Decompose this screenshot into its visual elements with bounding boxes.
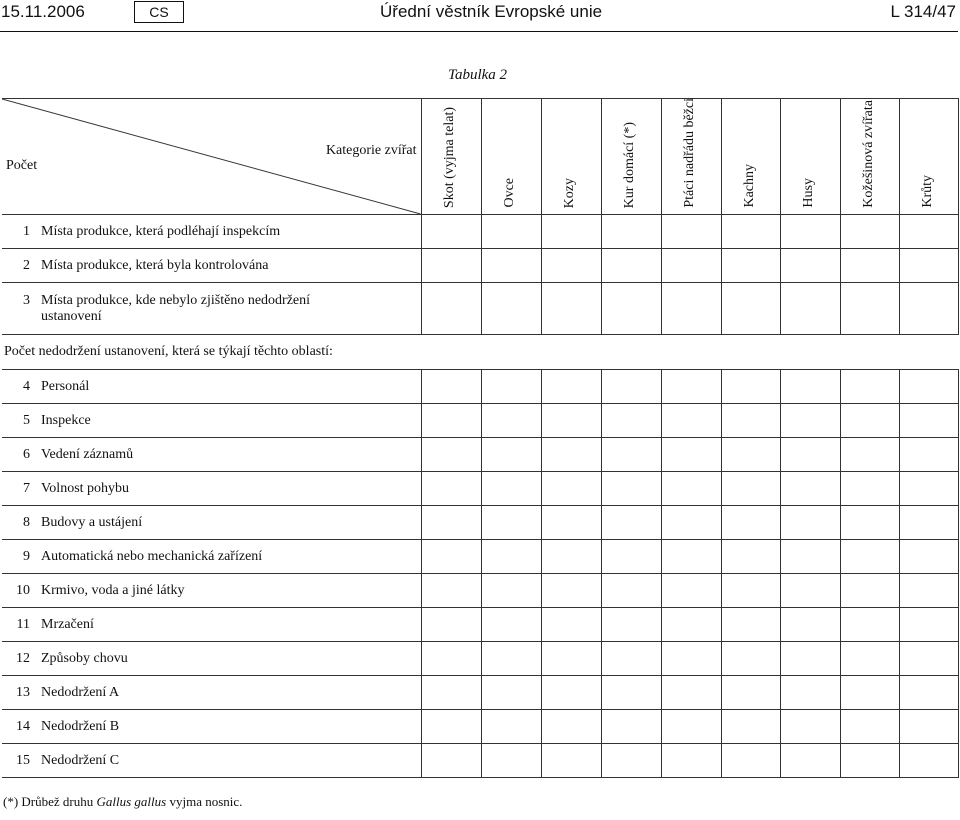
row-label-cell xyxy=(2,506,421,540)
row-number: 1 xyxy=(23,223,30,239)
table-row xyxy=(2,283,958,335)
row-number: 14 xyxy=(16,718,30,734)
data-cell[interactable] xyxy=(421,283,481,335)
corner-count-label: Počet xyxy=(6,158,38,173)
column-header-label: Kur domácí (*) xyxy=(622,121,637,208)
data-cell[interactable] xyxy=(541,506,601,540)
row-number: 11 xyxy=(16,616,30,632)
table-row xyxy=(2,540,958,574)
data-cell[interactable] xyxy=(601,506,661,540)
page-reference: L 314/47 xyxy=(890,2,956,21)
column-header-label: Skot (vyjma telat) xyxy=(442,106,457,208)
row-label-cell xyxy=(2,608,421,642)
data-cell[interactable] xyxy=(661,370,721,404)
data-cell[interactable] xyxy=(481,249,541,283)
publication-date: 15.11.2006 xyxy=(1,2,85,21)
row-number: 8 xyxy=(23,514,30,530)
row-number: 12 xyxy=(16,650,30,666)
data-cell[interactable] xyxy=(421,574,481,608)
data-cell[interactable] xyxy=(780,710,840,744)
data-cell[interactable] xyxy=(541,404,601,438)
table-row xyxy=(2,676,958,710)
data-cell[interactable] xyxy=(601,574,661,608)
data-cell[interactable] xyxy=(481,404,541,438)
data-cell[interactable] xyxy=(780,472,840,506)
data-cell[interactable] xyxy=(899,608,958,642)
data-cell[interactable] xyxy=(721,370,780,404)
data-cell[interactable] xyxy=(840,642,899,676)
column-header xyxy=(601,99,661,215)
column-header xyxy=(780,99,840,215)
data-cell[interactable] xyxy=(601,676,661,710)
data-cell[interactable] xyxy=(721,608,780,642)
table-row xyxy=(2,608,958,642)
data-cell[interactable] xyxy=(541,710,601,744)
data-cell[interactable] xyxy=(780,404,840,438)
row-label-cell xyxy=(2,744,421,778)
data-cell[interactable] xyxy=(721,472,780,506)
data-cell[interactable] xyxy=(601,249,661,283)
data-cell[interactable] xyxy=(780,506,840,540)
language-code-box: CS xyxy=(134,1,184,23)
data-cell[interactable] xyxy=(721,540,780,574)
row-label-cell xyxy=(2,574,421,608)
data-cell[interactable] xyxy=(421,249,481,283)
data-cell[interactable] xyxy=(601,540,661,574)
data-cell[interactable] xyxy=(481,642,541,676)
column-header-label: Husy xyxy=(801,178,816,208)
corner-category-label: Kategorie zvířat xyxy=(325,143,417,158)
data-cell[interactable] xyxy=(541,574,601,608)
table-row xyxy=(2,249,958,283)
table-row xyxy=(2,506,958,540)
data-cell[interactable] xyxy=(661,540,721,574)
data-cell[interactable] xyxy=(661,676,721,710)
data-cell[interactable] xyxy=(421,676,481,710)
data-cell[interactable] xyxy=(840,710,899,744)
data-cell[interactable] xyxy=(481,370,541,404)
table-corner-header xyxy=(2,99,421,215)
table-row xyxy=(2,710,958,744)
data-cell[interactable] xyxy=(541,540,601,574)
row-number: 3 xyxy=(23,292,30,308)
data-cell[interactable] xyxy=(840,215,899,249)
data-cell[interactable] xyxy=(481,283,541,335)
row-label: Místa produkce, kde nebylo zjištěno nedodržení ustanovení xyxy=(41,292,311,324)
data-cell[interactable] xyxy=(661,283,721,335)
row-label-cell xyxy=(2,676,421,710)
row-label: Volnost pohybu xyxy=(41,480,130,496)
data-cell[interactable] xyxy=(481,472,541,506)
data-cell[interactable] xyxy=(661,574,721,608)
row-label: Mrzačení xyxy=(41,616,94,632)
data-cell[interactable] xyxy=(541,438,601,472)
data-cell[interactable] xyxy=(840,676,899,710)
column-header-label: Ptáci nadřádu běžci xyxy=(682,98,697,208)
data-cell[interactable] xyxy=(780,438,840,472)
data-cell[interactable] xyxy=(421,608,481,642)
data-cell[interactable] xyxy=(899,506,958,540)
data-cell[interactable] xyxy=(481,540,541,574)
data-cell[interactable] xyxy=(840,472,899,506)
data-cell[interactable] xyxy=(661,404,721,438)
data-cell[interactable] xyxy=(541,283,601,335)
section-row xyxy=(2,335,958,370)
column-header xyxy=(541,99,601,215)
footnote xyxy=(3,794,242,810)
column-header xyxy=(481,99,541,215)
column-header-label: Kachny xyxy=(741,164,757,208)
data-cell[interactable] xyxy=(721,283,780,335)
data-cell[interactable] xyxy=(421,438,481,472)
data-cell[interactable] xyxy=(899,676,958,710)
data-cell[interactable] xyxy=(661,608,721,642)
data-cell[interactable] xyxy=(899,574,958,608)
data-cell[interactable] xyxy=(899,370,958,404)
column-header xyxy=(661,99,721,215)
data-cell[interactable] xyxy=(840,744,899,778)
data-cell[interactable] xyxy=(421,710,481,744)
data-cell[interactable] xyxy=(780,283,840,335)
table-row xyxy=(2,642,958,676)
data-cell[interactable] xyxy=(899,438,958,472)
table-caption: Tabulka 2 xyxy=(448,67,508,83)
data-cell[interactable] xyxy=(840,404,899,438)
page-header xyxy=(0,0,960,31)
row-label: Místa produkce, která byla kontrolována xyxy=(41,257,269,273)
row-label: Místa produkce, která podléhají inspekcím xyxy=(41,223,281,239)
row-label: Automatická nebo mechanická zařízení xyxy=(41,548,263,564)
data-cell[interactable] xyxy=(541,370,601,404)
section-heading: Počet nedodržení ustanovení, která se týkají těchto oblastí: xyxy=(2,335,958,370)
data-cell[interactable] xyxy=(721,404,780,438)
data-cell[interactable] xyxy=(840,283,899,335)
data-cell[interactable] xyxy=(721,744,780,778)
journal-title: Úřední věstník Evropské unie xyxy=(380,2,603,21)
data-cell[interactable] xyxy=(721,506,780,540)
data-cell[interactable] xyxy=(541,472,601,506)
row-label-cell xyxy=(2,370,421,404)
row-label: Inspekce xyxy=(41,412,91,428)
table-row xyxy=(2,215,958,249)
row-label: Nedodržení A xyxy=(41,684,120,700)
row-number: 5 xyxy=(23,412,30,428)
row-number: 4 xyxy=(23,378,30,394)
data-cell[interactable] xyxy=(541,744,601,778)
row-label-cell xyxy=(2,404,421,438)
table-row xyxy=(2,574,958,608)
row-label-cell xyxy=(2,249,421,283)
data-cell[interactable] xyxy=(780,676,840,710)
data-cell[interactable] xyxy=(661,744,721,778)
data-cell[interactable] xyxy=(780,370,840,404)
table-row xyxy=(2,744,958,778)
data-cell[interactable] xyxy=(481,506,541,540)
data-cell[interactable] xyxy=(721,215,780,249)
data-cell[interactable] xyxy=(899,283,958,335)
row-number: 10 xyxy=(16,582,30,598)
data-cell[interactable] xyxy=(721,710,780,744)
data-cell[interactable] xyxy=(721,249,780,283)
data-cell[interactable] xyxy=(601,370,661,404)
data-cell[interactable] xyxy=(899,215,958,249)
column-header-label: Kožešinová zvířata xyxy=(860,100,876,208)
footnote-marker: (*) Drůbež druhu xyxy=(3,794,94,809)
data-cell[interactable] xyxy=(780,249,840,283)
footnote-rest: vyjma nosnic. xyxy=(169,794,243,809)
data-cell[interactable] xyxy=(899,744,958,778)
data-cell[interactable] xyxy=(601,608,661,642)
data-cell[interactable] xyxy=(840,506,899,540)
column-header-label: Krůty xyxy=(919,175,935,208)
table-row xyxy=(2,472,958,506)
data-cell[interactable] xyxy=(601,438,661,472)
row-label-cell xyxy=(2,642,421,676)
data-cell[interactable] xyxy=(780,608,840,642)
row-label: Personál xyxy=(41,378,90,394)
data-cell[interactable] xyxy=(899,249,958,283)
data-cell[interactable] xyxy=(780,744,840,778)
data-cell[interactable] xyxy=(541,249,601,283)
data-cell[interactable] xyxy=(601,404,661,438)
header-rule xyxy=(0,31,958,32)
data-cell[interactable] xyxy=(481,744,541,778)
data-cell[interactable] xyxy=(421,472,481,506)
data-cell[interactable] xyxy=(481,574,541,608)
data-cell[interactable] xyxy=(840,574,899,608)
data-cell[interactable] xyxy=(899,472,958,506)
row-label: Nedodržení C xyxy=(41,752,120,768)
data-cell[interactable] xyxy=(481,438,541,472)
column-header xyxy=(840,99,899,215)
row-label-cell xyxy=(2,472,421,506)
column-header xyxy=(899,99,958,215)
data-cell[interactable] xyxy=(421,404,481,438)
row-number: 6 xyxy=(23,446,30,462)
footnote-species: Gallus gallus xyxy=(96,794,167,809)
data-cell[interactable] xyxy=(780,574,840,608)
data-cell[interactable] xyxy=(840,249,899,283)
data-cell[interactable] xyxy=(421,642,481,676)
row-label-cell xyxy=(2,710,421,744)
row-number: 2 xyxy=(23,257,30,273)
column-header xyxy=(421,99,481,215)
data-cell[interactable] xyxy=(421,744,481,778)
data-cell[interactable] xyxy=(840,370,899,404)
data-cell[interactable] xyxy=(601,215,661,249)
data-cell[interactable] xyxy=(601,710,661,744)
column-header-label: Ovce xyxy=(502,178,517,208)
data-cell[interactable] xyxy=(899,540,958,574)
data-cell[interactable] xyxy=(661,438,721,472)
data-cell[interactable] xyxy=(780,540,840,574)
data-cell[interactable] xyxy=(780,215,840,249)
data-cell[interactable] xyxy=(481,676,541,710)
data-cell[interactable] xyxy=(481,215,541,249)
table-row xyxy=(2,370,958,404)
data-cell[interactable] xyxy=(840,438,899,472)
row-label-cell xyxy=(2,215,421,249)
data-cell[interactable] xyxy=(721,676,780,710)
row-number: 7 xyxy=(23,480,30,496)
data-cell[interactable] xyxy=(601,642,661,676)
data-cell[interactable] xyxy=(421,506,481,540)
row-label: Budovy a ustájení xyxy=(41,514,143,530)
data-cell[interactable] xyxy=(601,744,661,778)
row-label: Vedení záznamů xyxy=(41,446,134,462)
data-cell[interactable] xyxy=(899,710,958,744)
table-row xyxy=(2,438,958,472)
data-cell[interactable] xyxy=(899,404,958,438)
data-cell[interactable] xyxy=(421,370,481,404)
row-label: Krmivo, voda a jiné látky xyxy=(41,582,185,598)
row-number: 9 xyxy=(23,548,30,564)
data-cell[interactable] xyxy=(661,472,721,506)
data-cell[interactable] xyxy=(899,642,958,676)
data-cell[interactable] xyxy=(840,540,899,574)
inspection-table xyxy=(2,98,959,778)
data-cell[interactable] xyxy=(661,642,721,676)
data-cell[interactable] xyxy=(661,249,721,283)
table-row xyxy=(2,404,958,438)
data-cell[interactable] xyxy=(481,608,541,642)
data-cell[interactable] xyxy=(421,215,481,249)
row-label-cell xyxy=(2,540,421,574)
data-cell[interactable] xyxy=(661,506,721,540)
row-number: 15 xyxy=(16,752,30,768)
row-label: Nedodržení B xyxy=(41,718,120,734)
data-cell[interactable] xyxy=(721,574,780,608)
data-cell[interactable] xyxy=(661,710,721,744)
data-cell[interactable] xyxy=(541,642,601,676)
data-cell[interactable] xyxy=(661,215,721,249)
data-cell[interactable] xyxy=(601,283,661,335)
column-header xyxy=(721,99,780,215)
data-cell[interactable] xyxy=(541,608,601,642)
data-cell[interactable] xyxy=(541,676,601,710)
data-cell[interactable] xyxy=(840,608,899,642)
row-label: Způsoby chovu xyxy=(41,650,128,666)
data-cell[interactable] xyxy=(780,642,840,676)
data-cell[interactable] xyxy=(541,215,601,249)
data-cell[interactable] xyxy=(721,438,780,472)
data-cell[interactable] xyxy=(601,472,661,506)
data-cell[interactable] xyxy=(721,642,780,676)
data-cell[interactable] xyxy=(421,540,481,574)
row-label-cell xyxy=(2,283,421,335)
row-label-cell xyxy=(2,438,421,472)
row-number: 13 xyxy=(16,684,30,700)
data-cell[interactable] xyxy=(481,710,541,744)
column-header-label: Kozy xyxy=(562,177,577,208)
